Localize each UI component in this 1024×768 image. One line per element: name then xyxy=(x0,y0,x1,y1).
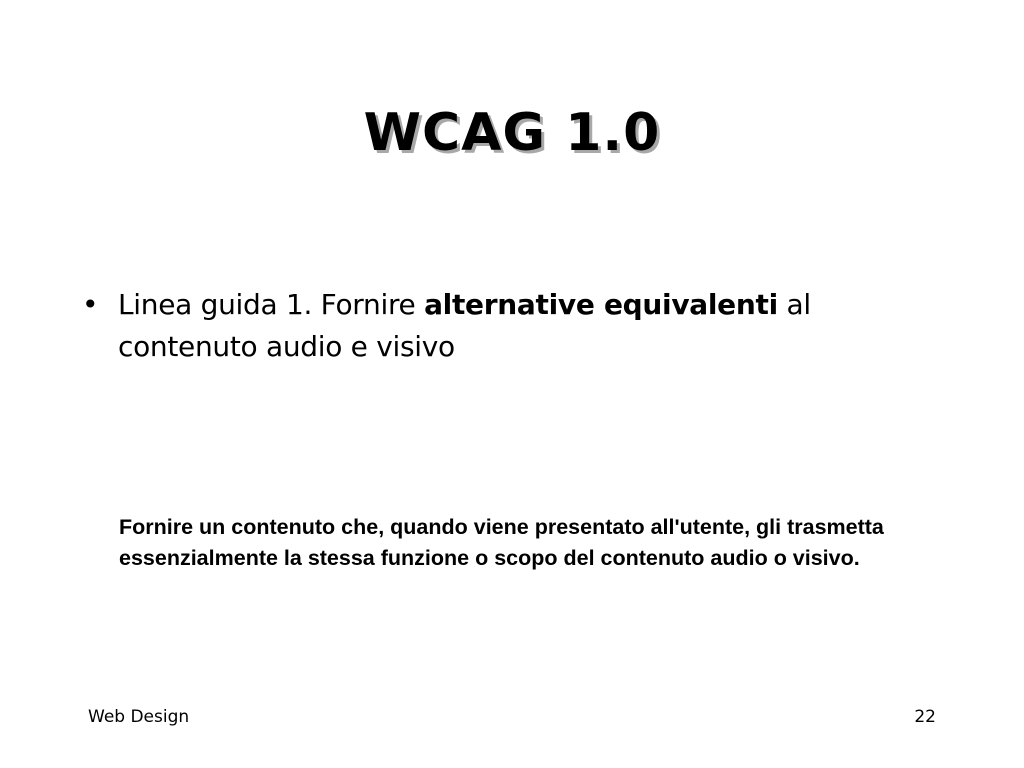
bullet-marker: • xyxy=(82,288,99,321)
page-number: 22 xyxy=(914,707,936,727)
slide-title: WCAG 1.0 xyxy=(363,103,661,163)
bullet-text xyxy=(118,284,902,368)
bullet-text-after: al contenuto audio e visivo xyxy=(118,288,811,363)
bullet-text-before: Linea guida 1. Fornire xyxy=(118,288,425,321)
guideline-note: Fornire un contenuto che, quando viene presentato all'utente, gli trasmetta essenzialmente la stessa funzione o scopo del contenuto audio o visivo. xyxy=(119,515,884,570)
bullet-emphasis: alternative equivalenti xyxy=(424,288,778,321)
bullet-item xyxy=(82,284,902,368)
footer-label: Web Design xyxy=(88,707,190,727)
